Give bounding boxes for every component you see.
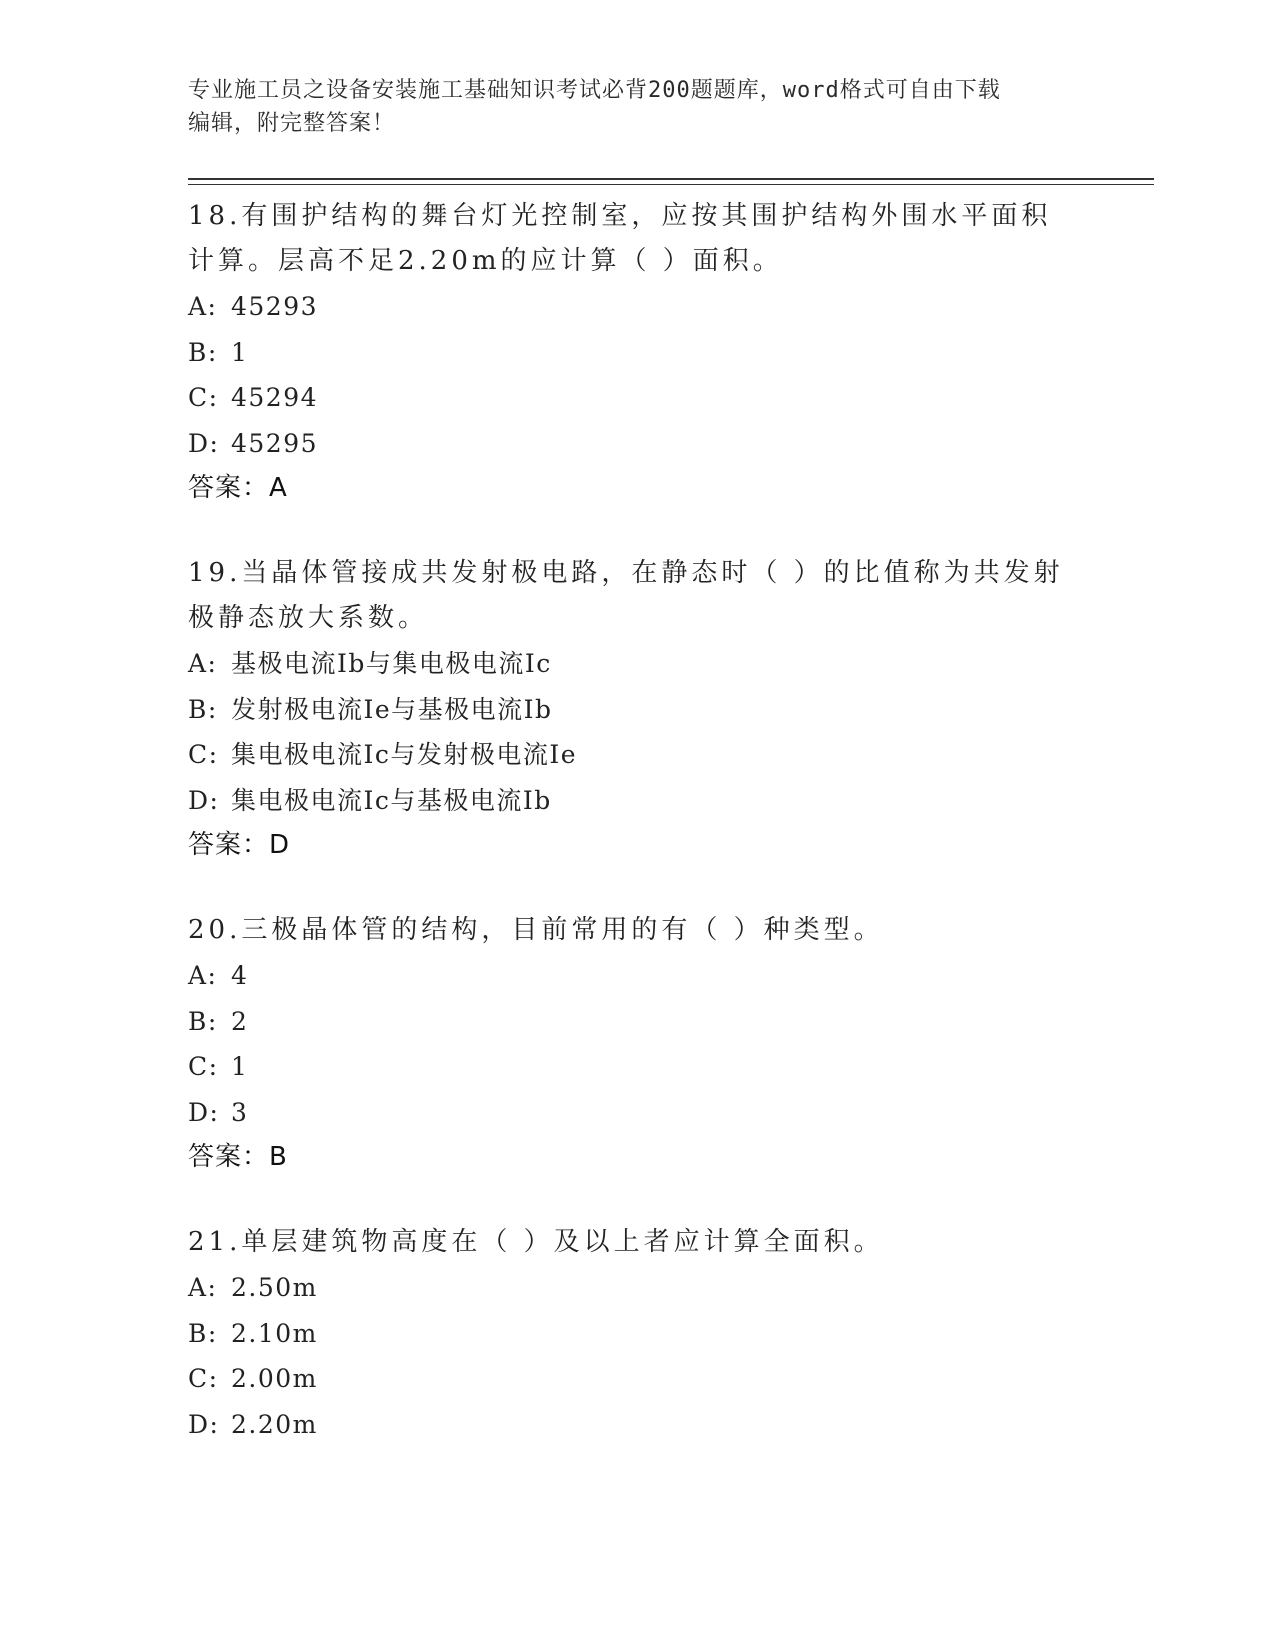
question-18 — [188, 186, 1088, 511]
option-a — [188, 953, 1088, 999]
option-text: 2.50m — [231, 1273, 318, 1302]
option-text: 集电极电流Ic与发射极电流Ie — [231, 740, 578, 769]
option-text: 45295 — [231, 428, 319, 458]
question-20 — [188, 900, 1088, 1180]
option-d — [188, 1090, 1088, 1136]
option-text: 2.20m — [231, 1409, 318, 1439]
option-text: 集电极电流Ic与基极电流Ib — [231, 785, 552, 815]
option-letter: B: — [188, 1318, 218, 1348]
header-divider-thin — [188, 184, 1154, 185]
option-a — [188, 284, 1088, 330]
option-text: 2.00m — [231, 1364, 318, 1393]
header-divider-thick — [188, 178, 1154, 180]
header-line-1: 专业施工员之设备安装施工基础知识考试必背200题题库，word格式可自由下载 — [188, 78, 1001, 103]
question-stem: 20.三极晶体管的结构，目前常用的有（ ）种类型。 — [188, 915, 884, 945]
question-list — [188, 186, 1088, 1479]
option-letter: C: — [188, 740, 219, 769]
option-b — [188, 330, 1088, 376]
option-c — [188, 1356, 1088, 1402]
option-c — [188, 375, 1088, 421]
option-letter: C: — [188, 383, 219, 412]
option-d — [188, 1402, 1088, 1448]
option-letter: B: — [188, 337, 218, 367]
question-19 — [188, 543, 1088, 868]
option-text: 2 — [231, 1006, 249, 1036]
option-letter: B: — [188, 694, 218, 724]
option-text: 1 — [231, 337, 249, 367]
question-stem: 18.有围护结构的舞台灯光控制室，应按其围护结构外围水平面积计算。层高不足2.20m的应计算（ ）面积。 — [188, 201, 1052, 276]
question-stem: 21.单层建筑物高度在（ ）及以上者应计算全面积。 — [188, 1227, 884, 1257]
option-text: 2.10m — [231, 1318, 318, 1348]
option-letter: D: — [188, 428, 220, 458]
option-b — [188, 999, 1088, 1045]
option-letter: D: — [188, 1097, 220, 1127]
answer-line: 答案：A — [188, 473, 288, 503]
question-21 — [188, 1212, 1088, 1447]
document-header — [188, 74, 1068, 140]
option-letter: C: — [188, 1364, 219, 1393]
option-letter: D: — [188, 1409, 220, 1439]
option-b — [188, 1311, 1088, 1357]
option-letter: A: — [188, 292, 218, 321]
option-letter: A: — [188, 649, 218, 678]
option-a — [188, 1265, 1088, 1311]
option-a — [188, 641, 1088, 687]
option-text: 1 — [231, 1052, 249, 1081]
option-text: 45293 — [231, 292, 319, 321]
option-text: 基极电流Ib与集电极电流Ic — [231, 649, 552, 678]
option-d — [188, 421, 1088, 467]
question-stem: 19.当晶体管接成共发射极电路，在静态时（ ）的比值称为共发射极静态放大系数。 — [188, 558, 1064, 633]
option-letter: A: — [188, 961, 218, 990]
option-text: 45294 — [231, 383, 319, 412]
header-line-2: 编辑，附完整答案！ — [188, 111, 396, 136]
option-text: 发射极电流Ie与基极电流Ib — [231, 694, 553, 724]
answer-line: 答案：D — [188, 830, 291, 860]
answer-line: 答案：B — [188, 1142, 288, 1172]
option-text: 3 — [231, 1097, 249, 1127]
option-letter: A: — [188, 1273, 218, 1302]
option-text: 4 — [231, 961, 249, 990]
option-letter: B: — [188, 1006, 218, 1036]
option-c — [188, 1044, 1088, 1090]
option-c — [188, 732, 1088, 778]
option-letter: C: — [188, 1052, 219, 1081]
option-d — [188, 778, 1088, 824]
option-letter: D: — [188, 785, 220, 815]
option-b — [188, 687, 1088, 733]
